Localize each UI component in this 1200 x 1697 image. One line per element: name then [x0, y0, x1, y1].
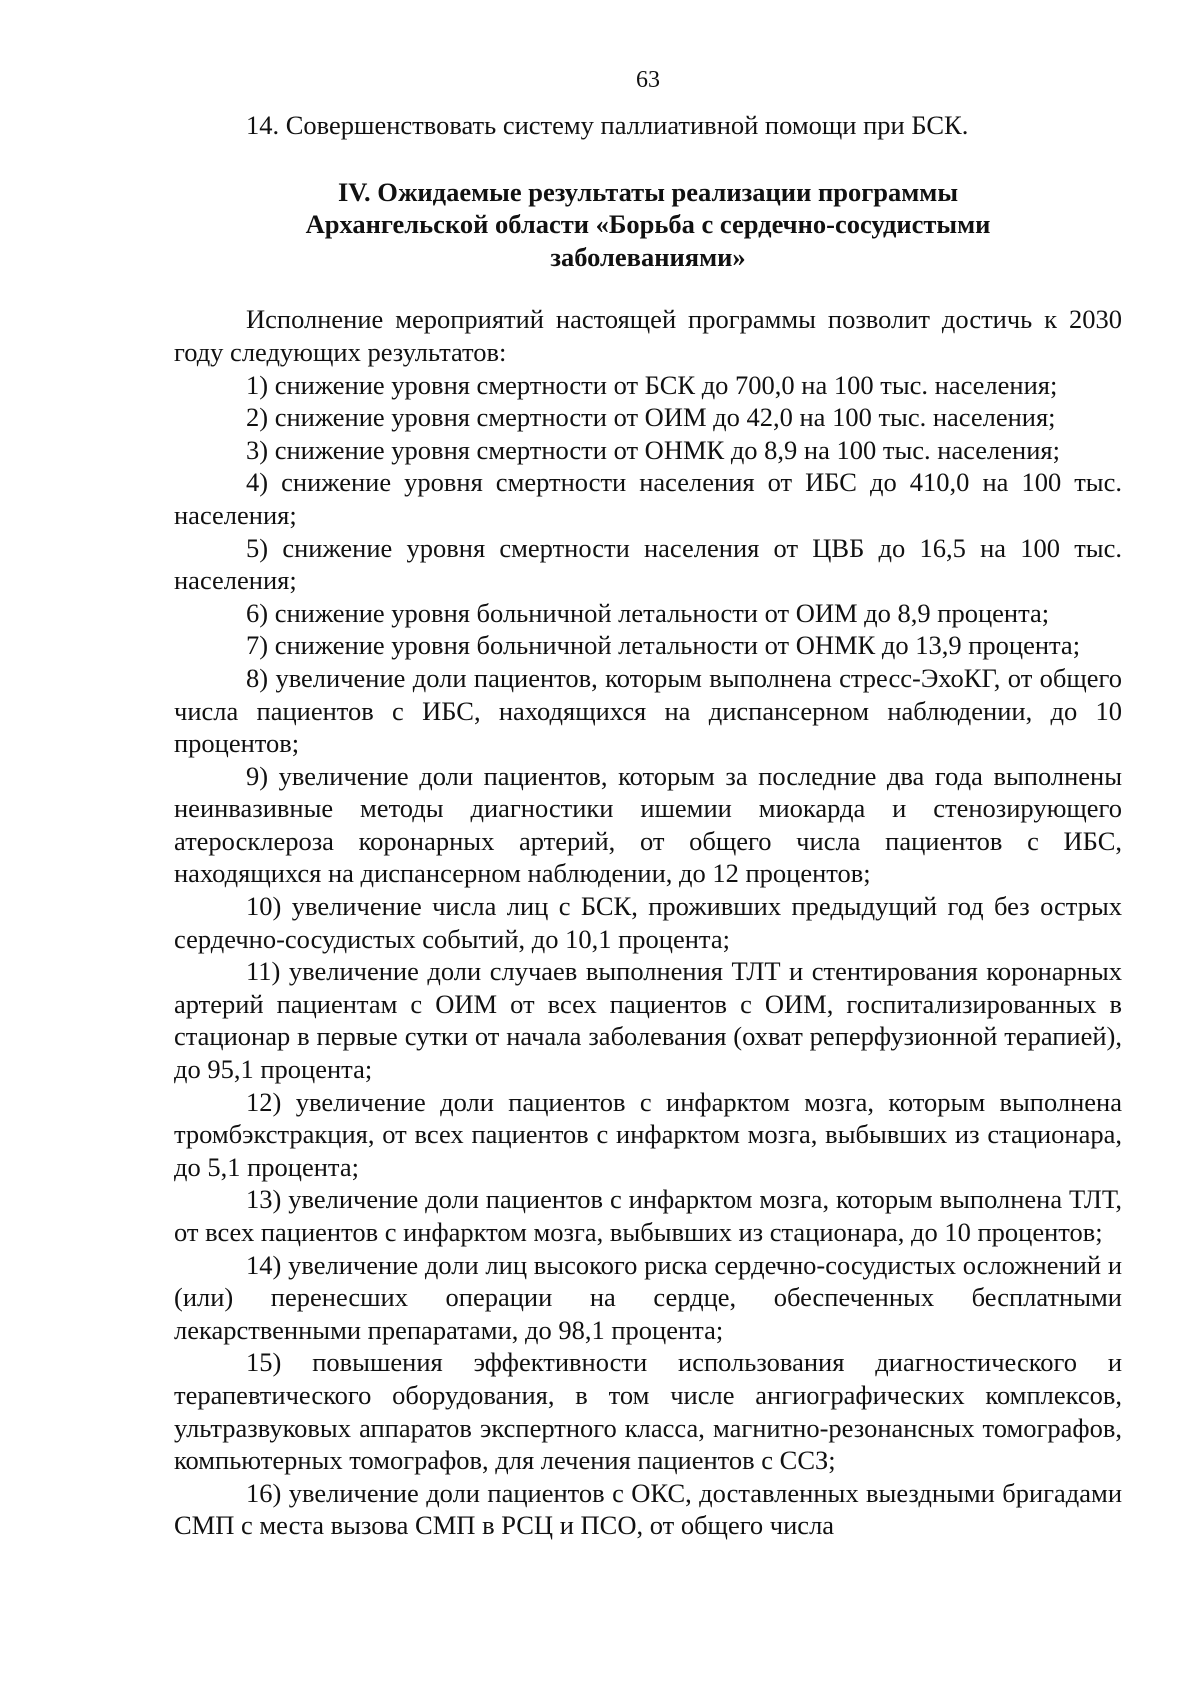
result-item	[174, 890, 1122, 955]
result-item	[174, 369, 1122, 402]
result-item-number: 11)	[246, 956, 281, 987]
result-item-text: увеличение числа лиц с БСК, проживших предыдущий год без острых сердечно-сосудистых событий, до 10,1 процента;	[174, 891, 1123, 954]
result-item-number: 5)	[246, 532, 269, 563]
section-heading	[174, 176, 1122, 274]
page-number: 63	[636, 67, 660, 93]
result-item	[174, 662, 1122, 760]
result-item	[174, 532, 1122, 597]
result-item-text: снижение уровня смертности от ОНМК до 8,9 на 100 тыс. населения;	[274, 434, 1060, 465]
result-item-text: снижение уровня больничной летальности от ОИМ до 8,9 процента;	[274, 597, 1050, 628]
result-item	[174, 401, 1122, 434]
heading-line-3: заболеваниями»	[550, 241, 746, 272]
result-item-text: снижение уровня смертности от БСК до 700,0 на 100 тыс. населения;	[274, 369, 1058, 400]
result-item-text: увеличение доли пациентов с инфарктом мозга, которым выполнена ТЛТ, от всех пациентов с инфарктом мозга, выбывших из стационара, до 10 процентов;	[174, 1184, 1123, 1247]
result-item-text: снижение уровня больничной летальности от ОНМК до 13,9 процента;	[274, 630, 1081, 661]
lead-paragraph: Исполнение мероприятий настоящей программы позволит достичь к 2030 году следующих результатов:	[174, 304, 1122, 367]
result-item-text: увеличение доли пациентов с инфарктом мозга, которым выполнена тромбэкстракция, от всех пациентов с инфарктом мозга, выбывших из стационара, до 5,1 процента;	[174, 1086, 1123, 1182]
result-item-number: 2)	[246, 402, 269, 433]
result-item	[174, 629, 1122, 662]
result-item-text: увеличение доли пациентов, которым за последние два года выполнены неинвазивные методы диагностики ишемии миокарда и стенозирующего атеросклероза коронарных артерий, от общего числа пациентов с ИБС, находящихся на диспансерном наблюдении, до 12 процентов;	[174, 760, 1122, 889]
heading-line-1: IV. Ожидаемые результаты реализации программы	[337, 176, 959, 207]
result-item-number: 16)	[246, 1477, 282, 1508]
result-item-number: 14)	[246, 1249, 282, 1280]
result-item	[174, 466, 1122, 531]
result-item	[174, 1183, 1122, 1248]
result-item-number: 7)	[246, 630, 269, 661]
result-item-number: 9)	[246, 760, 269, 791]
result-item-text: снижение уровня смертности от ОИМ до 42,0 на 100 тыс. населения;	[274, 402, 1056, 433]
result-item-number: 10)	[246, 891, 282, 922]
intro-item: 14. Совершенствовать систему паллиативной помощи при БСК.	[246, 110, 969, 140]
result-item	[174, 1346, 1122, 1476]
result-item	[174, 1249, 1122, 1347]
result-item	[174, 955, 1122, 1085]
result-item	[174, 1086, 1122, 1184]
result-item	[174, 597, 1122, 630]
result-item-text: увеличение доли лиц высокого риска сердечно-сосудистых осложнений и (или) перенесших операции на сердце, обеспеченных бесплатными лекарственными препаратами, до 98,1 процента;	[174, 1249, 1122, 1345]
result-item	[174, 760, 1122, 890]
result-item-number: 1)	[246, 369, 269, 400]
result-item-text: увеличение доли пациентов с ОКС, доставленных выездными бригадами СМП с места вызова СМП в РСЦ и ПСО, от общего числа	[174, 1477, 1122, 1541]
result-item	[174, 434, 1122, 467]
result-item-number: 6)	[246, 597, 269, 628]
result-item	[174, 1477, 1122, 1542]
result-item-number: 8)	[246, 662, 269, 693]
document-page	[174, 64, 1122, 1542]
result-item-number: 4)	[246, 467, 269, 498]
result-item-number: 13)	[246, 1184, 282, 1215]
results-list	[174, 369, 1122, 1542]
result-item-number: 15)	[246, 1347, 282, 1378]
result-item-text: повышения эффективности использования диагностического и терапевтического оборудования, в том числе ангиографических комплексов, ультразвуковых аппаратов экспертного класса, магнитно-резонансных томографов, компьютерных томографов, для лечения пациентов с ССЗ;	[174, 1347, 1123, 1476]
result-item-number: 3)	[246, 434, 269, 465]
result-item-text: увеличение доли пациентов, которым выполнена стресс-ЭхоКГ, от общего числа пациентов с ИБС, находящихся на диспансерном наблюдении, до 10 процентов;	[174, 662, 1122, 759]
result-item-text: увеличение доли случаев выполнения ТЛТ и стентирования коронарных артерий пациентам с ОИМ от всех пациентов с ОИМ, госпитализированных в стационар в первые сутки от начала заболевания (охват реперфузионной терапией), до 95,1 процента;	[174, 956, 1122, 1085]
result-item-number: 12)	[246, 1086, 282, 1117]
result-item-text: снижение уровня смертности населения от ИБС до 410,0 на 100 тыс. населения;	[174, 467, 1123, 530]
heading-line-2: Архангельской области «Борьба с сердечно-сосудистыми	[305, 209, 991, 240]
result-item-text: снижение уровня смертности населения от ЦВБ до 16,5 на 100 тыс. населения;	[174, 532, 1122, 596]
